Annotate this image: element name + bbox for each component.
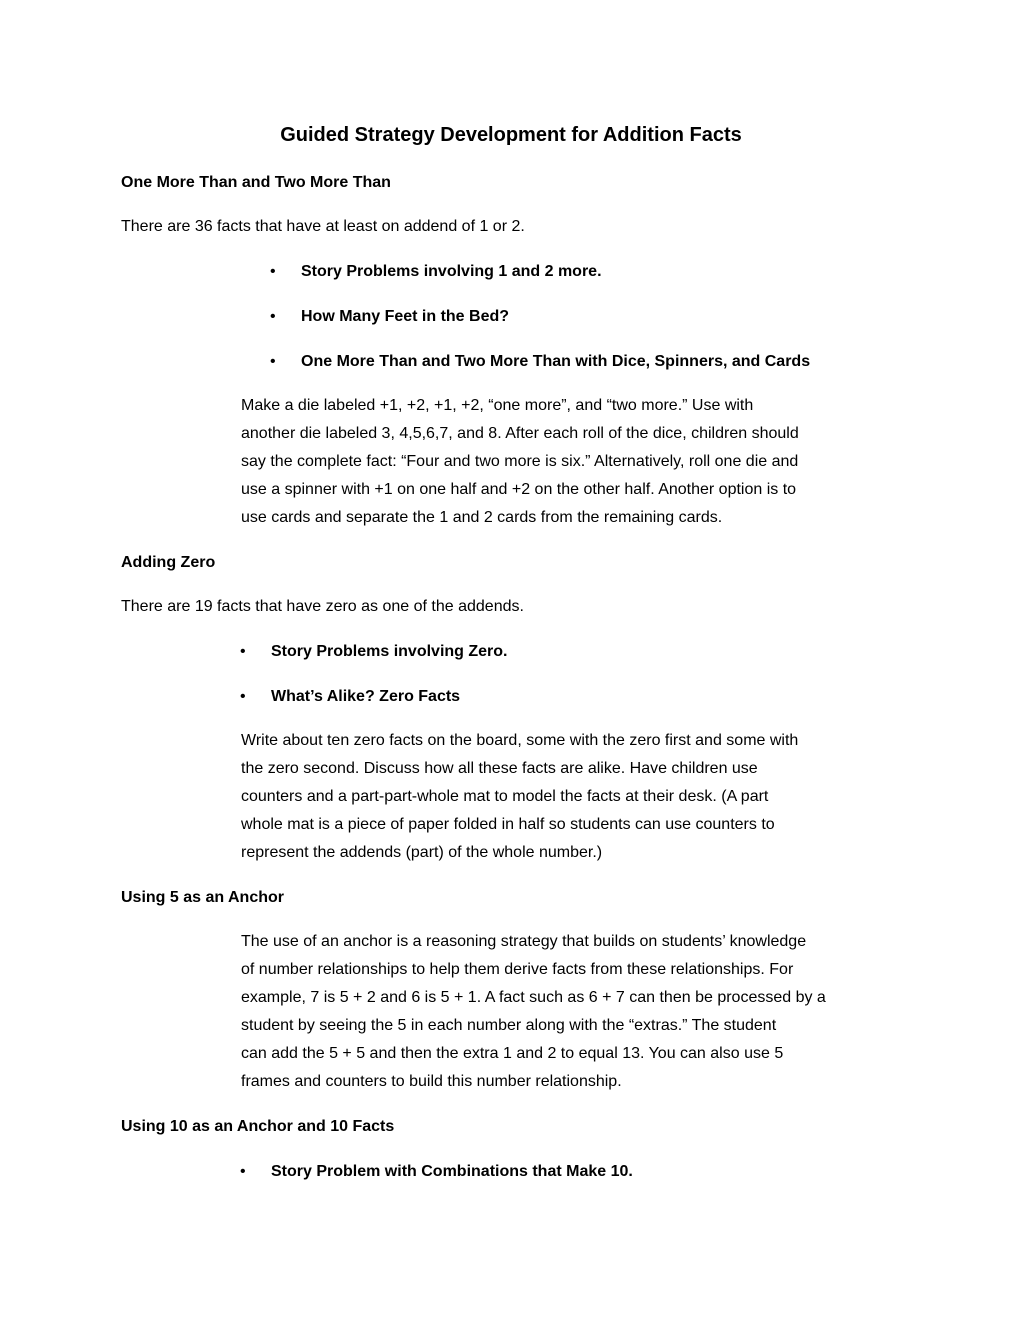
list-item-label: Story Problem with Combinations that Make 10.	[271, 1163, 633, 1180]
paragraph-line: counters and a part-part-whole mat to model the facts at their desk. (A part	[241, 788, 769, 805]
list-item	[240, 643, 940, 663]
paragraph-line: use cards and separate the 1 and 2 cards from the remaining cards.	[241, 509, 723, 526]
paragraph	[241, 727, 901, 867]
paragraph-line: Make a die labeled +1, +2, +1, +2, “one more”, and “two more.” Use with	[241, 397, 754, 414]
page-title: Guided Strategy Development for Addition Facts	[280, 124, 742, 146]
section-intro: There are 19 facts that have zero as one of the addends.	[121, 598, 524, 615]
list-item	[270, 263, 970, 283]
paragraph-line: The use of an anchor is a reasoning strategy that builds on students’ knowledge	[241, 933, 807, 950]
bullet-icon: •	[270, 308, 276, 325]
paragraph	[241, 928, 901, 1096]
paragraph-line: whole mat is a piece of paper folded in half so students can use counters to	[241, 816, 775, 833]
paragraph-line: example, 7 is 5 + 2 and 6 is 5 + 1. A fact such as 6 + 7 can then be processed by a	[241, 989, 826, 1006]
bullet-icon: •	[240, 1163, 246, 1180]
section-heading: Using 10 as an Anchor and 10 Facts	[121, 1118, 395, 1135]
list-item	[240, 1163, 940, 1183]
list-item-label: What’s Alike? Zero Facts	[271, 688, 461, 705]
paragraph-line: can add the 5 + 5 and then the extra 1 and 2 to equal 13. You can also use 5	[241, 1045, 784, 1062]
section-heading: One More Than and Two More Than	[121, 174, 391, 191]
section-heading: Adding Zero	[121, 554, 216, 571]
paragraph-line: represent the addends (part) of the whole number.)	[241, 844, 603, 861]
list-item-label: How Many Feet in the Bed?	[301, 308, 510, 325]
paragraph-line: use a spinner with +1 on one half and +2 on the other half. Another option is to	[241, 481, 797, 498]
list-item	[240, 688, 940, 708]
paragraph-line: say the complete fact: “Four and two more is six.” Alternatively, roll one die and	[241, 453, 799, 470]
bullet-icon: •	[270, 263, 276, 280]
paragraph-line: of number relationships to help them derive facts from these relationships. For	[241, 961, 794, 978]
list-item-label: Story Problems involving 1 and 2 more.	[301, 263, 602, 280]
section-heading: Using 5 as an Anchor	[121, 889, 284, 906]
list-item-label: One More Than and Two More Than with Dice, Spinners, and Cards	[301, 353, 811, 370]
list-item-label: Story Problems involving Zero.	[271, 643, 508, 660]
paragraph	[241, 392, 901, 532]
paragraph-line: another die labeled 3, 4,5,6,7, and 8. After each roll of the dice, children should	[241, 425, 799, 442]
bullet-icon: •	[240, 643, 246, 660]
paragraph-line: frames and counters to build this number relationship.	[241, 1073, 622, 1090]
bullet-icon: •	[270, 353, 276, 370]
paragraph-line: student by seeing the 5 in each number along with the “extras.” The student	[241, 1017, 777, 1034]
list-item	[270, 353, 970, 373]
paragraph-line: Write about ten zero facts on the board, some with the zero first and some with	[241, 732, 799, 749]
paragraph-line: the zero second. Discuss how all these facts are alike. Have children use	[241, 760, 758, 777]
section-intro: There are 36 facts that have at least on addend of 1 or 2.	[121, 218, 525, 235]
bullet-icon: •	[240, 688, 246, 705]
list-item	[270, 308, 970, 328]
